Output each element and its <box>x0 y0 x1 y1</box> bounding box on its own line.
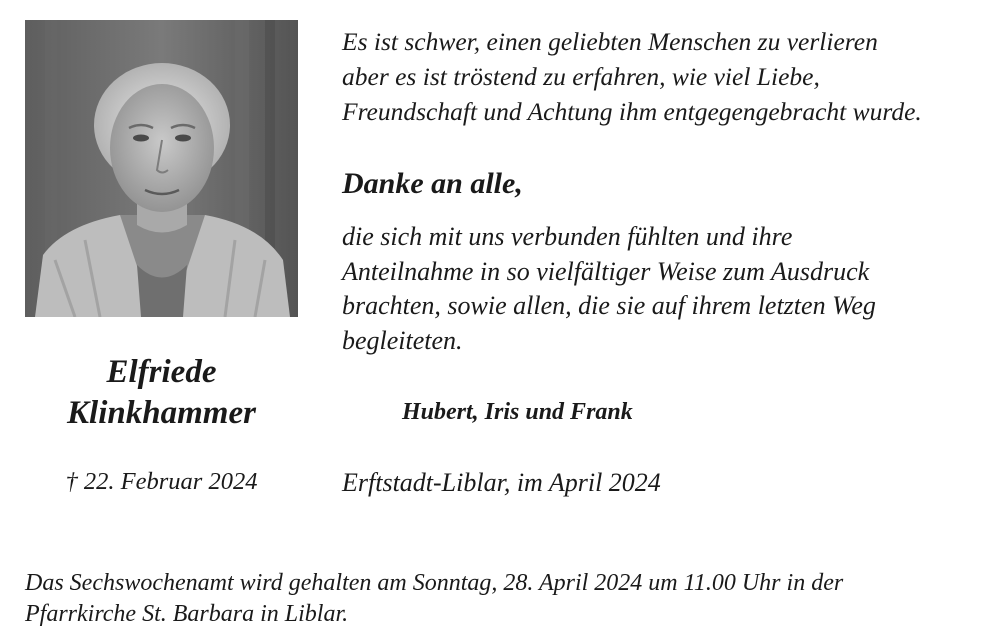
place-date: Erftstadt-Liblar, im April 2024 <box>342 468 661 497</box>
thanks-text <box>342 220 992 358</box>
deceased-first-name: Elfriede <box>106 354 217 390</box>
signers: Hubert, Iris und Frank <box>402 399 633 425</box>
quote-line: aber es ist tröstend zu erfahren, wie viel Liebe, <box>342 62 820 91</box>
portrait-icon <box>25 20 298 317</box>
deceased-last-name: Klinkhammer <box>67 395 256 431</box>
death-date: † 22. Februar 2024 <box>65 468 258 495</box>
deceased-name <box>25 352 298 434</box>
mass-notice-line: Das Sechswochenamt wird gehalten am Sonntag, 28. April 2024 um 11.00 Uhr in der <box>25 570 844 596</box>
thanks-heading: Danke an alle, <box>342 167 523 200</box>
portrait-photo <box>25 20 298 317</box>
quote-line: Freundschaft und Achtung ihm entgegengebracht wurde. <box>342 97 922 126</box>
quote-line: Es ist schwer, einen geliebten Menschen zu verlieren <box>342 27 878 56</box>
mass-notice-line: Pfarrkirche St. Barbara in Liblar. <box>25 601 349 627</box>
thanks-line: die sich mit uns verbunden fühlten und ihre <box>342 222 793 251</box>
memorial-quote <box>342 24 992 129</box>
thanks-line: brachten, sowie allen, die sie auf ihrem letzten Weg <box>342 291 876 320</box>
thanks-line: Anteilnahme in so vielfältiger Weise zum Ausdruck <box>342 256 870 286</box>
mass-notice <box>25 568 985 630</box>
thanks-line: begleiteten. <box>342 325 463 355</box>
